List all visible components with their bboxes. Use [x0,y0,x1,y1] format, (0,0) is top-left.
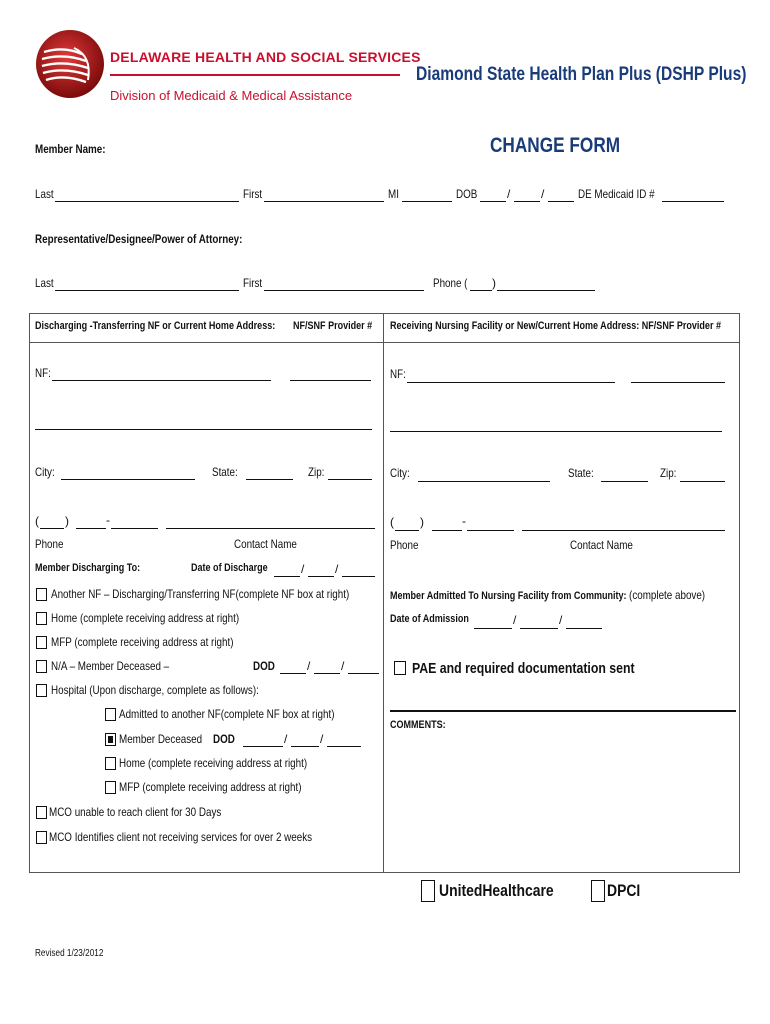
slash: / [301,562,305,576]
dod-month[interactable] [280,673,306,674]
discharging-heading: Discharging -Transferring NF or Current Home Address: [35,320,276,332]
checkbox-deceased[interactable] [36,660,47,673]
admitted-rest: (complete above) [629,588,706,602]
rep-first-label: First [243,276,263,290]
left-city-field[interactable] [61,479,195,480]
date-admission-label: Date of Admission [390,613,469,625]
member-last-label: Last [35,187,54,201]
slash: / [335,562,339,576]
pae-label: PAE and required documentation sent [412,660,635,677]
admitted-from-community [390,588,770,602]
slash: / [341,659,345,673]
checkbox-unitedhealthcare[interactable] [421,880,435,902]
revised-date: Revised 1/23/2012 [35,948,104,959]
paren-open: ( [35,514,39,528]
member-last-field[interactable] [55,201,239,202]
medicaid-id-field[interactable] [662,201,724,202]
checkbox-pae[interactable] [394,661,406,675]
left-zip-label: Zip: [308,465,325,479]
left-nf-label: NF: [35,366,51,380]
member-dob-day[interactable] [514,201,540,202]
dod-year[interactable] [348,673,379,674]
checkbox-mco-not-receiving[interactable] [36,831,47,844]
paren-close: ) [65,514,69,528]
dpci-label: DPCI [607,881,641,900]
member-mi-label: MI [388,187,399,201]
unitedhealthcare-label: UnitedHealthcare [439,881,554,900]
paren-close: ) [420,515,424,529]
comments-label: COMMENTS: [390,719,446,731]
right-phone-prefix[interactable] [432,530,462,531]
admitted-bold: Member Admitted To Nursing Facility from Community: [390,590,627,602]
left-contact-field[interactable] [166,528,375,529]
left-city-label: City: [35,465,55,479]
discharge-month[interactable] [274,576,300,577]
hosp-dod-label: DOD [213,732,235,746]
hosp-dod-year[interactable] [327,746,361,747]
hosp-home: Home (complete receiving address at right) [119,756,308,770]
checkbox-mco-unable[interactable] [36,806,47,819]
right-city-field[interactable] [418,481,550,482]
discharge-day[interactable] [308,576,334,577]
rep-last-field[interactable] [55,290,239,291]
left-zip-field[interactable] [328,479,372,480]
right-state-label: State: [568,466,594,480]
checkbox-hosp-admitted[interactable] [105,708,116,721]
hosp-dod-month[interactable] [243,746,283,747]
right-contact-field[interactable] [522,530,725,531]
mco-unable: MCO unable to reach client for 30 Days [49,805,222,819]
member-name-heading: Member Name: [35,142,106,156]
checkbox-hospital[interactable] [36,684,47,697]
hosp-dod-day[interactable] [291,746,319,747]
checkbox-dpci[interactable] [591,880,605,902]
checkbox-hosp-deceased[interactable] [105,733,116,746]
dob-slash: / [507,187,511,201]
checkbox-hosp-home[interactable] [105,757,116,770]
right-state-field[interactable] [601,481,648,482]
right-contact-label: Contact Name [570,538,633,552]
dod-label: DOD [253,659,275,673]
comments-rule [390,710,736,712]
left-state-field[interactable] [246,479,293,480]
medicaid-id-label: DE Medicaid ID # [578,187,655,201]
header-divider [29,342,740,343]
plan-title: Diamond State Health Plan Plus (DSHP Plus) [416,64,747,85]
checkbox-hosp-mfp[interactable] [105,781,116,794]
slash: / [559,613,563,627]
left-phone-label: Phone [35,537,64,551]
representative-heading: Representative/Designee/Power of Attorney: [35,232,243,246]
hosp-deceased: Member Deceased [119,732,203,746]
dob-slash: / [541,187,545,201]
option-mfp: MFP (complete receiving address at right) [51,635,234,649]
hosp-mfp: MFP (complete receiving address at right) [119,780,302,794]
dod-day[interactable] [314,673,340,674]
right-city-label: City: [390,466,410,480]
admission-day[interactable] [520,628,558,629]
org-name: DELAWARE HEALTH AND SOCIAL SERVICES [110,49,421,65]
dash: - [106,513,110,527]
right-provider-field[interactable] [631,382,725,383]
right-nf-label: NF: [390,367,406,381]
left-provider-label: NF/SNF Provider # [293,320,373,332]
left-phone-area[interactable] [40,528,64,529]
right-nf-field[interactable] [407,382,615,383]
member-mi-field[interactable] [402,201,452,202]
hosp-admitted: Admitted to another NF(complete NF box at right) [119,707,335,721]
left-provider-field[interactable] [290,380,371,381]
member-dob-year[interactable] [548,201,574,202]
option-hospital: Hospital (Upon discharge, complete as follows): [51,683,259,697]
rep-phone-number[interactable] [497,290,595,291]
left-contact-label: Contact Name [234,537,297,551]
division-name: Division of Medicaid & Medical Assistance [110,88,353,103]
checkbox-home[interactable] [36,612,47,625]
right-address-field[interactable] [390,431,722,432]
admission-month[interactable] [474,628,512,629]
rep-phone-area[interactable] [470,290,492,291]
rep-phone-label: Phone ( [433,276,468,290]
header-rule [110,74,400,76]
checkbox-another-nf[interactable] [36,588,47,601]
dash: - [462,514,466,528]
member-first-label: First [243,187,263,201]
form-title: CHANGE FORM [490,134,621,157]
left-phone-line[interactable] [111,528,158,529]
left-address-field[interactable] [35,429,372,430]
right-zip-field[interactable] [680,481,725,482]
discharge-year[interactable] [342,576,375,577]
member-dob-month[interactable] [480,201,506,202]
checkbox-mfp[interactable] [36,636,47,649]
left-phone-prefix[interactable] [76,528,106,529]
rep-first-field[interactable] [264,290,424,291]
right-phone-line[interactable] [467,530,514,531]
option-another-nf: Another NF – Discharging/Transferring NF(complete NF box at right) [51,587,350,601]
right-phone-label: Phone [390,538,419,552]
date-discharge-label: Date of Discharge [191,562,268,574]
paren-open: ( [390,515,394,529]
slash: / [513,613,517,627]
member-first-field[interactable] [264,201,384,202]
slash: / [320,732,324,746]
slash: / [307,659,311,673]
rep-last-label: Last [35,276,54,290]
receiving-heading: Receiving Nursing Facility or New/Current Home Address: NF/SNF Provider # [390,320,721,332]
mco-not-receiving: MCO Identifies client not receiving services for over 2 weeks [49,830,313,844]
slash: / [284,732,288,746]
right-zip-label: Zip: [660,466,677,480]
admission-year[interactable] [566,628,602,629]
left-state-label: State: [212,465,238,479]
right-phone-area[interactable] [395,530,419,531]
discharging-to-label: Member Discharging To: [35,562,141,574]
paren-close: ) [492,276,496,290]
dhss-logo [34,28,106,100]
member-dob-label: DOB [456,187,478,201]
option-deceased: N/A – Member Deceased – [51,659,170,673]
left-nf-field[interactable] [52,380,271,381]
option-home: Home (complete receiving address at right) [51,611,240,625]
